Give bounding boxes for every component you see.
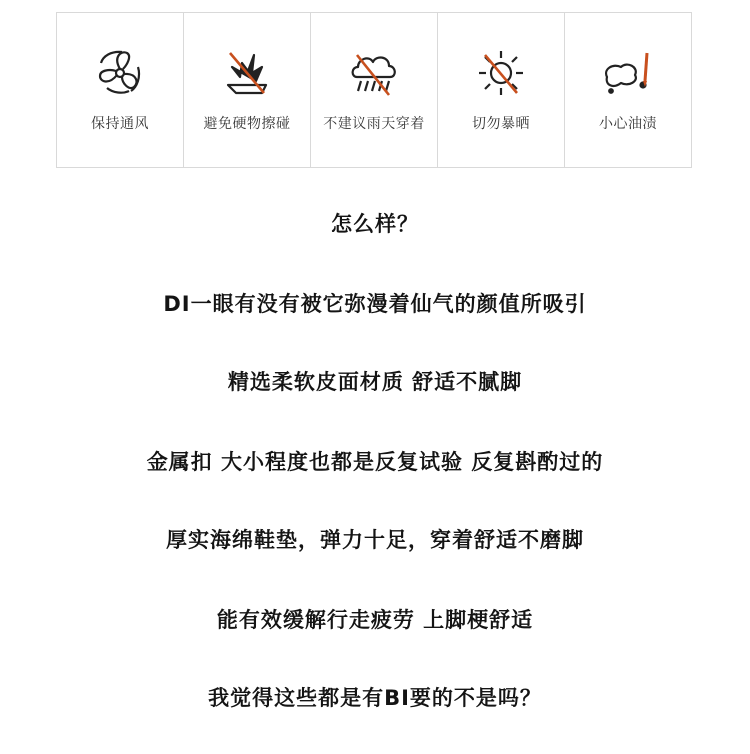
description-line-insole: 厚实海绵鞋垫，弹力十足，穿着舒适不磨脚 bbox=[166, 528, 584, 552]
care-item-oil-stain bbox=[565, 13, 691, 167]
care-label: 避免硬物擦碰 bbox=[203, 116, 291, 132]
care-item-no-collision bbox=[184, 13, 311, 167]
care-item-no-sun bbox=[438, 13, 565, 167]
no-rain-icon bbox=[345, 47, 403, 99]
oil-stain-icon bbox=[599, 47, 657, 99]
no-sun-icon bbox=[472, 47, 530, 99]
care-label: 小心油渍 bbox=[599, 116, 657, 132]
care-label: 保持通风 bbox=[91, 116, 149, 132]
care-item-no-rain bbox=[311, 13, 438, 167]
description-line-closing: 我觉得这些都是有BI要的不是吗？ bbox=[208, 686, 542, 710]
care-label: 不建议雨天穿着 bbox=[323, 116, 425, 132]
description-line-appearance: DI一眼有没有被它弥漫着仙气的颜值所吸引 bbox=[163, 292, 587, 316]
description-line-material: 精选柔软皮面材质 舒适不腻脚 bbox=[227, 370, 523, 394]
care-item-ventilation bbox=[57, 13, 184, 167]
care-label: 切勿暴晒 bbox=[472, 116, 530, 132]
description-line-comfort: 能有效缓解行走疲劳 上脚梗舒适 bbox=[216, 608, 534, 632]
description-line-buckle: 金属扣 大小程度也都是反复试验 反复斟酌过的 bbox=[146, 450, 604, 474]
care-instructions-strip bbox=[56, 12, 692, 168]
description-line-question: 怎么样？ bbox=[331, 212, 419, 236]
no-collision-icon bbox=[218, 47, 276, 99]
fan-ventilation-icon bbox=[91, 47, 149, 99]
